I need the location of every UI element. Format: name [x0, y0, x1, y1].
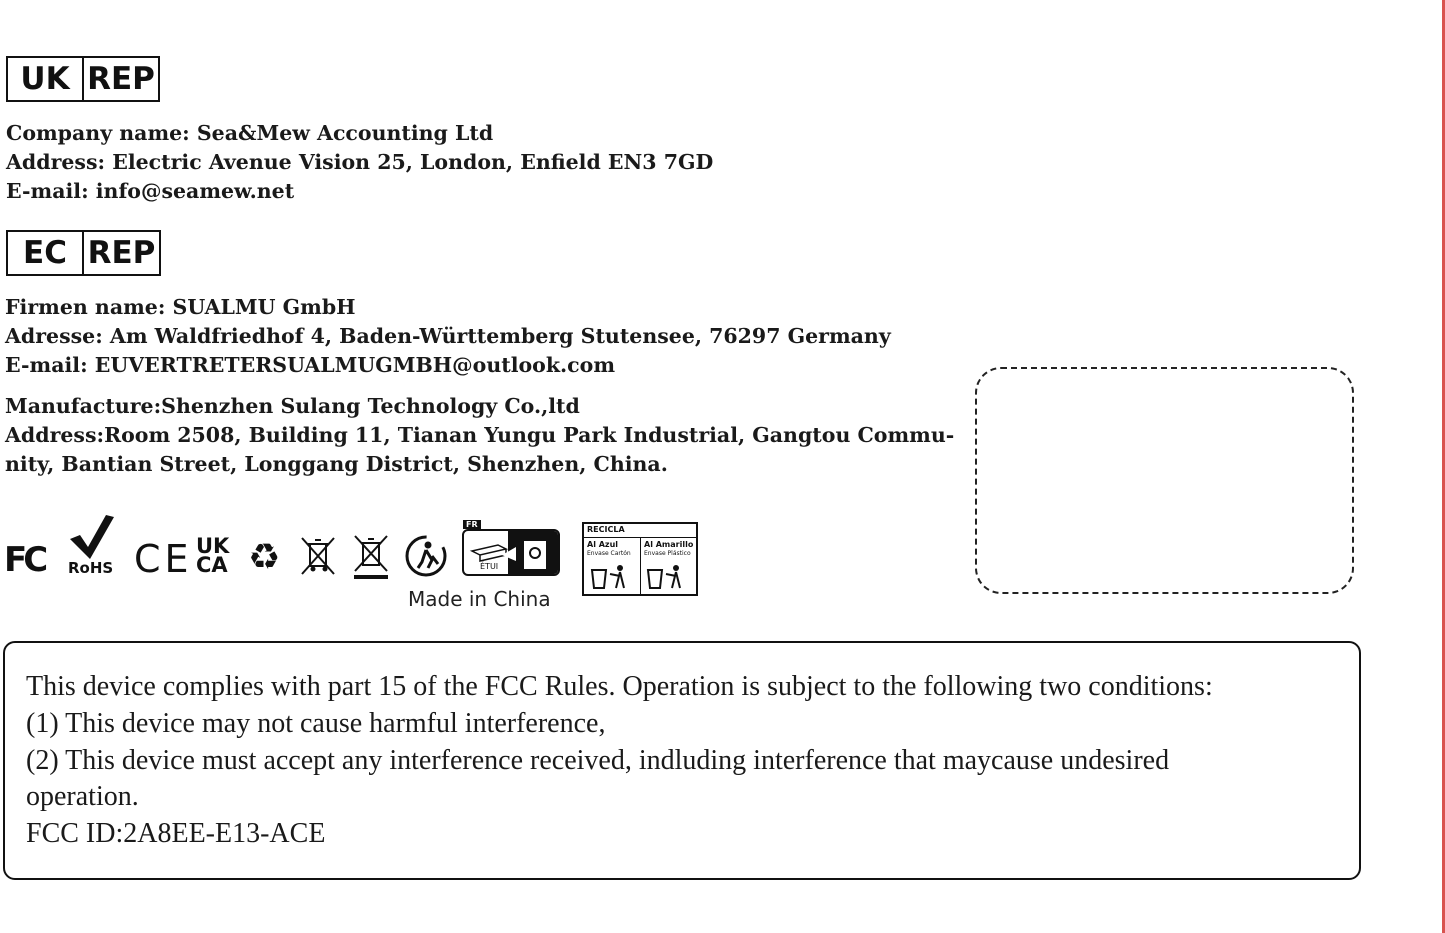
ukca-top: UK — [196, 534, 230, 558]
ukca-mark-icon — [196, 534, 230, 577]
recicla-right-sub: Envase Plástico — [644, 550, 691, 557]
uk-email: E-mail: info@seamew.net — [6, 179, 295, 203]
ec-company-name: Firmen name: SUALMU GmbH — [5, 295, 356, 319]
fcc-id: FCC ID:2A8EE-E13-ACE — [26, 818, 326, 850]
uk-rep-badge — [6, 56, 160, 102]
weee-bin-bar-icon — [351, 533, 391, 586]
ukca-bottom: CA — [196, 553, 228, 577]
ec-rep-info — [5, 293, 891, 380]
label-placeholder-area — [975, 367, 1354, 594]
fcc-line-3: (2) This device must accept any interference received, indluding interference that maycause undesired — [26, 744, 1170, 776]
recycle-icon: ♻ — [248, 537, 281, 578]
manufacturer-address-1: Address:Room 2508, Building 11, Tianan Yungu Park Industrial, Gangtou Commu- — [5, 423, 955, 447]
rohs-label: RoHS — [68, 559, 114, 577]
made-in-china: Made in China — [408, 587, 551, 611]
recicla-bins-icon — [584, 562, 696, 592]
recicla-left-sub: Envase Cartón — [587, 550, 631, 557]
triman-etui: ÉTUI — [480, 562, 499, 571]
ce-mark-icon: CE — [134, 537, 193, 581]
recicla-title: RECICLA — [587, 525, 625, 534]
triman-icon — [462, 520, 562, 578]
manufacturer-address-2: nity, Bantian Street, Longgang District, Shenzhen, China. — [5, 452, 668, 476]
fcc-line-1: This device complies with part 15 of the FCC Rules. Operation is subject to the following two conditions: — [26, 671, 1213, 702]
fcc-statement — [26, 669, 1213, 853]
ec-address: Adresse: Am Waldfriedhof 4, Baden-Württemberg Stutensee, 76297 Germany — [5, 324, 891, 348]
fcc-line-2: (1) This device may not cause harmful interference, — [26, 707, 606, 739]
ec-email: E-mail: EUVERTRETERSUALMUGMBH@outlook.com — [5, 353, 616, 377]
rohs-check-icon — [66, 513, 120, 561]
recicla-left-title: Al Azul — [587, 540, 619, 549]
fcc-line-4: operation. — [26, 781, 139, 813]
ec-rep-badge — [6, 230, 161, 276]
manufacturer-name: Manufacture:Shenzhen Sulang Technology Co.,ltd — [5, 394, 580, 418]
manufacturer-info — [5, 392, 954, 479]
triman-box-icon — [464, 531, 560, 576]
uk-rep-right: REP — [87, 61, 155, 97]
ec-rep-left: EC — [8, 232, 84, 274]
fcc-logo-icon: FC — [4, 540, 45, 580]
uk-address: Address: Electric Avenue Vision 25, London, Enfield EN3 7GD — [6, 150, 714, 174]
rohs-icon — [66, 513, 120, 579]
uk-rep-left: UK — [8, 58, 84, 100]
recicla-icon — [582, 522, 698, 596]
uk-rep-info — [6, 119, 713, 206]
triman-fr: FR — [463, 520, 481, 529]
uk-company-name: Company name: Sea&Mew Accounting Ltd — [6, 121, 494, 145]
ec-rep-right: REP — [87, 235, 156, 271]
weee-bin-icon — [298, 534, 338, 583]
recicla-right-title: Al Amarillo — [644, 540, 694, 549]
tidyman-icon — [404, 534, 450, 583]
